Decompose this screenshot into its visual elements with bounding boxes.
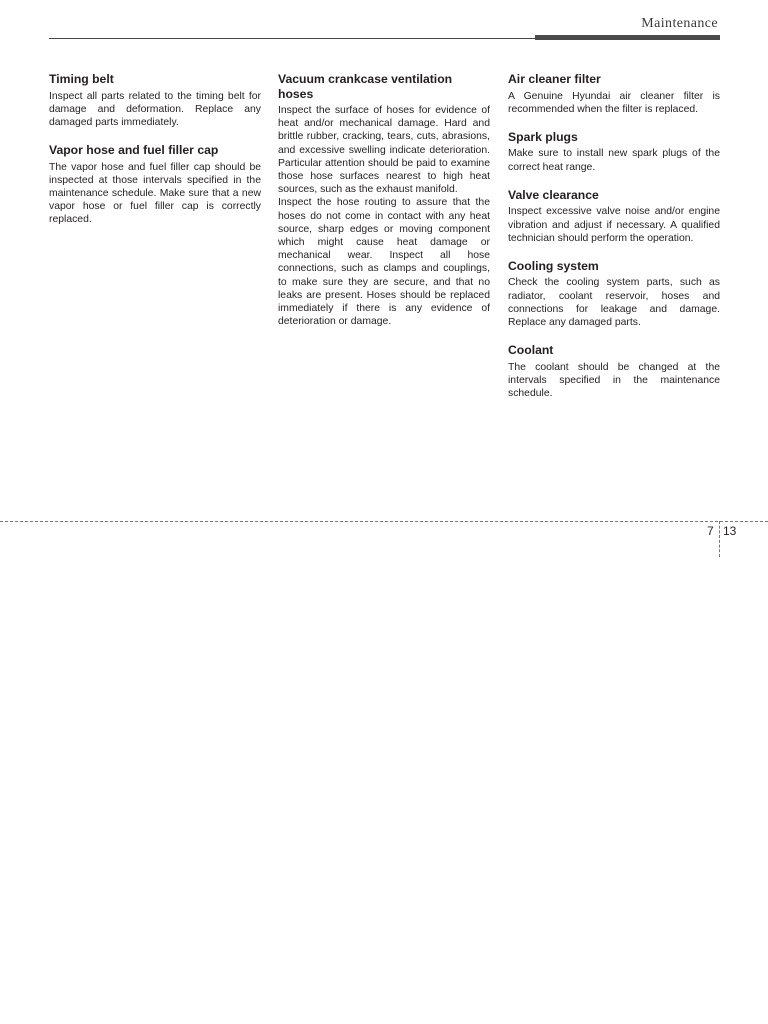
header-rule-accent <box>535 35 720 40</box>
section-heading: Spark plugs <box>508 129 578 144</box>
section-crankcase-hoses <box>278 72 490 328</box>
section-coolant <box>508 343 720 400</box>
section-air-cleaner <box>508 72 720 116</box>
section-heading: Vapor hose and fuel filler cap <box>49 143 219 158</box>
chapter-number: 7 <box>707 524 714 538</box>
section-heading: Air cleaner filter <box>508 72 601 86</box>
section-body: Make sure to install new spark plugs of the correct heat range. <box>508 148 720 173</box>
section-body: A Genuine Hyundai air cleaner filter is recommended when the filter is replaced. <box>508 90 720 115</box>
section-body: Check the cooling system parts, such as radiator, coolant reservoir, hoses and connections for leakage and damage. Replace any damaged parts. <box>508 277 720 329</box>
section-heading: Vacuum crankcase ventilation hoses <box>278 72 453 101</box>
footer-divider <box>0 521 768 522</box>
section-timing-belt <box>49 72 261 129</box>
section-heading: Valve clearance <box>508 187 599 202</box>
section-body: Inspect excessive valve noise and/or engine vibration and adjust if necessary. A qualified technician should perform the operation. <box>508 206 720 244</box>
page-number: 13 <box>723 524 737 538</box>
section-body: Inspect the hose routing to assure that the hoses do not come in contact with any heat source, sharp edges or moving component which might cause heat damage or mechanical wear. Inspect all hose connections, such as clamps and couplings, to make sure they are secure, and that no leaks are present. Hoses should be replaced immediately if there is any evidence of deterioration or damage. <box>278 197 490 328</box>
section-cooling-system <box>508 259 720 329</box>
section-body: The vapor hose and fuel filler cap should be inspected at those intervals specified in the maintenance schedule. Make sure that a new vapor hose or fuel filler cap is correctly replaced. <box>49 161 261 226</box>
section-heading: Timing belt <box>49 72 114 86</box>
column-left <box>49 72 261 241</box>
section-heading: Coolant <box>508 343 554 358</box>
section-spark-plugs <box>508 130 720 174</box>
column-right <box>508 72 720 414</box>
column-middle <box>278 72 490 342</box>
section-body: The coolant should be changed at the intervals specified in the maintenance schedule. <box>508 361 720 400</box>
page-header-title: Maintenance <box>641 16 718 31</box>
footer-page-divider <box>719 521 720 557</box>
section-body: Inspect all parts related to the timing belt for damage and deformation. Replace any damaged parts immediately. <box>49 90 261 128</box>
section-valve-clearance <box>508 188 720 245</box>
section-body: Inspect the surface of hoses for evidence of heat and/or mechanical damage. Hard and brittle rubber, cracking, tears, cuts, abrasions, and excessive swelling indicate deterioration. Particular attention should be paid to examine those hose surfaces nearest to high heat sources, such as the exhaust manifold. <box>278 105 490 196</box>
section-vapor-hose <box>49 143 261 227</box>
section-heading: Cooling system <box>508 258 599 273</box>
